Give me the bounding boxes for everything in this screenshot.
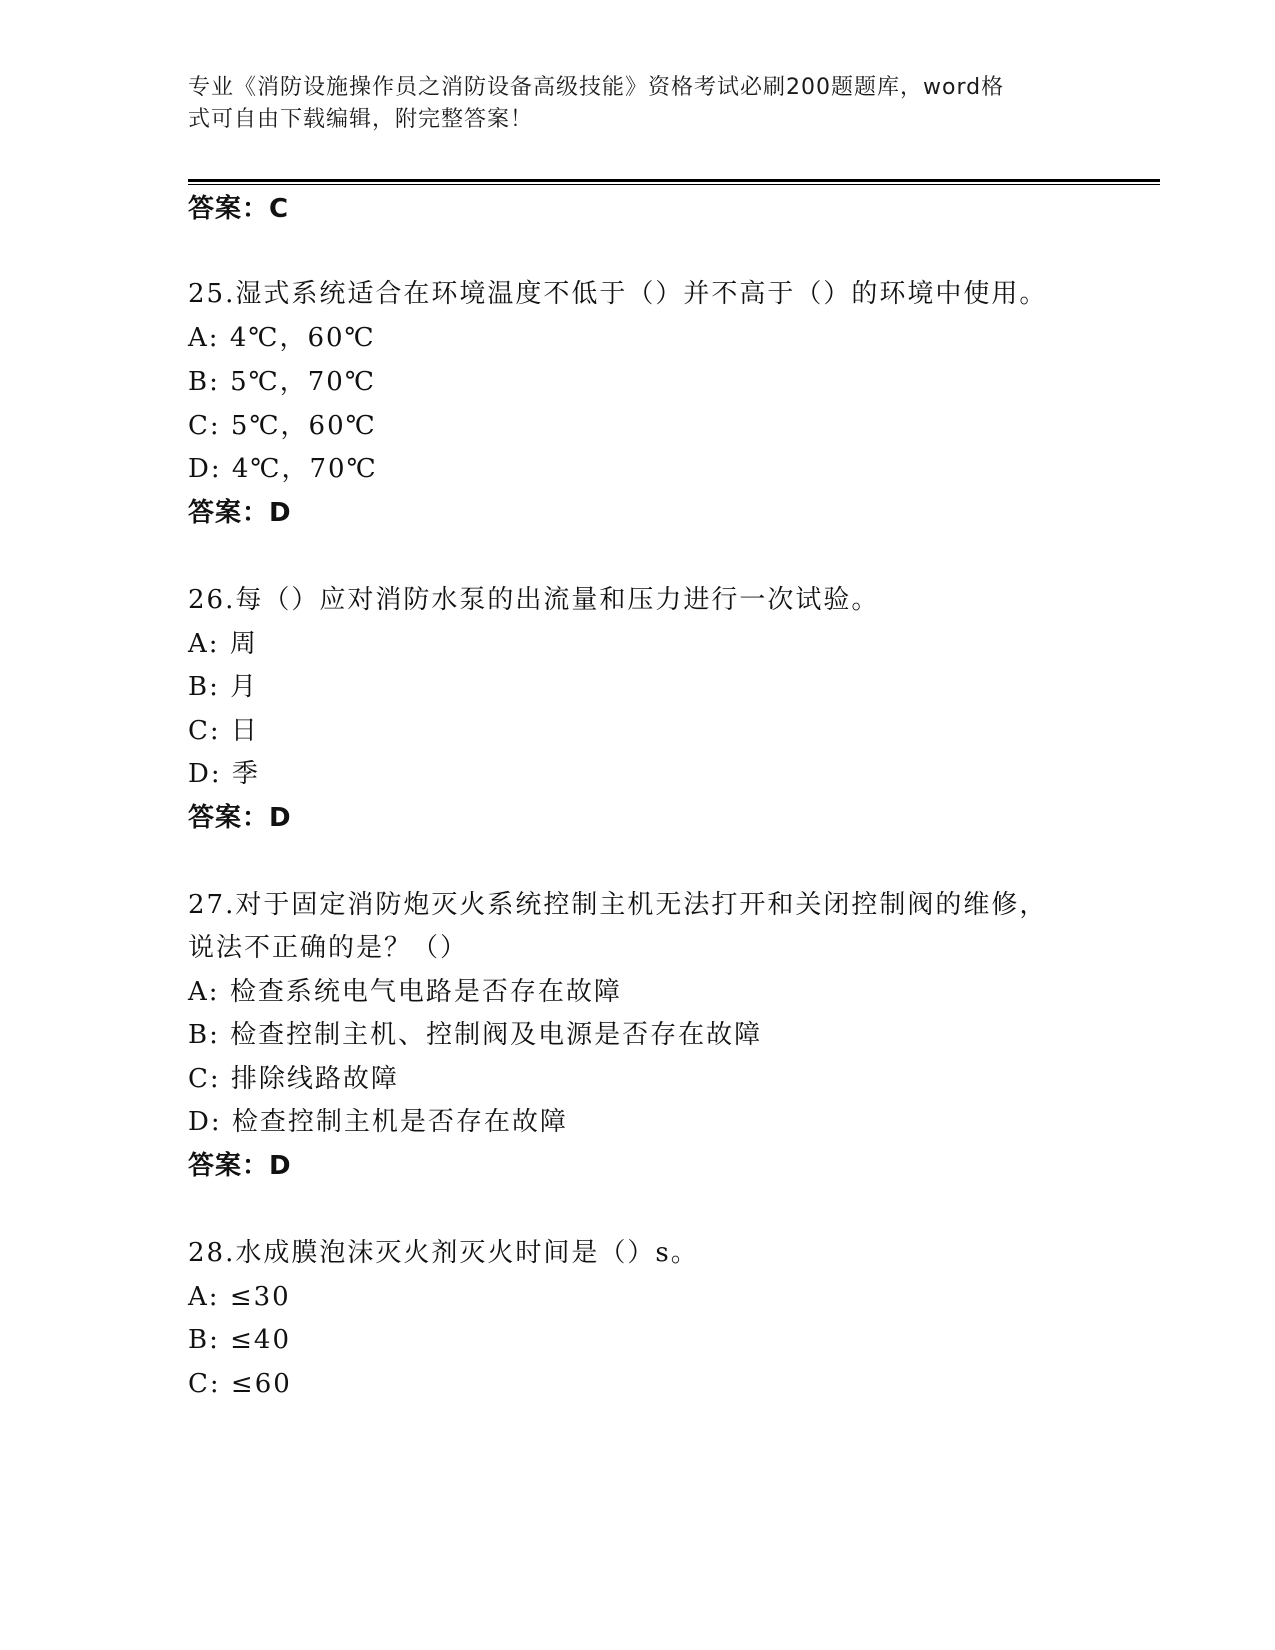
question-number: 26. (188, 585, 236, 615)
option-label: C: (188, 716, 221, 746)
option-label: C: (188, 1369, 221, 1399)
question-28-option-a (188, 1279, 291, 1315)
question-25-option-a (188, 320, 376, 356)
option-text: 日 (230, 716, 259, 746)
document-header (188, 72, 1068, 136)
question-25-option-c (188, 408, 377, 444)
question-number: 25. (188, 279, 236, 309)
option-label: A: (188, 977, 220, 1007)
question-25-option-b (188, 364, 376, 400)
question-28-option-b (188, 1322, 291, 1358)
question-25-option-d (188, 451, 378, 487)
option-label: C: (188, 1064, 221, 1094)
question-27-option-b (188, 1017, 762, 1053)
option-text: 4℃，60℃ (229, 323, 376, 353)
option-text: 检查控制主机是否存在故障 (231, 1107, 568, 1137)
option-label: D: (188, 454, 222, 484)
question-27-option-d (188, 1104, 568, 1140)
option-label: B: (188, 367, 220, 397)
header-line-1: 专业《消防设施操作员之消防设备高级技能》资格考试必刷200题题库，word格 (188, 75, 1005, 100)
question-26-option-a (188, 626, 258, 662)
option-label: A: (188, 323, 220, 353)
question-text: 水成膜泡沫灭火剂灭火时间是（）s。 (235, 1238, 699, 1268)
question-25-answer: 答案：D (188, 498, 292, 528)
option-label: D: (188, 759, 222, 789)
header-divider-thin (188, 184, 1160, 185)
option-label: B: (188, 672, 220, 702)
question-26 (188, 582, 879, 618)
header-line-2: 式可自由下载编辑，附完整答案！ (188, 107, 534, 132)
option-label: B: (188, 1020, 220, 1050)
option-text: 排除线路故障 (230, 1064, 399, 1094)
option-text: 月 (230, 672, 259, 702)
option-label: C: (188, 411, 221, 441)
option-text: 季 (231, 759, 260, 789)
option-text: ≤30 (229, 1282, 291, 1312)
option-text: 5℃，70℃ (230, 367, 376, 397)
question-26-option-c (188, 713, 259, 749)
option-label: B: (188, 1325, 220, 1355)
option-label: D: (188, 1107, 222, 1137)
question-number: 27. (188, 890, 236, 920)
question-27 (188, 887, 1047, 923)
header-divider-thick (188, 179, 1160, 182)
option-text: 5℃，60℃ (230, 411, 377, 441)
question-28 (188, 1235, 699, 1271)
option-text: 周 (229, 629, 258, 659)
option-text: 4℃，70℃ (231, 454, 378, 484)
question-28-option-c (188, 1366, 292, 1402)
option-text: 检查系统电气电路是否存在故障 (229, 977, 622, 1007)
question-26-answer: 答案：D (188, 803, 292, 833)
option-label: A: (188, 629, 220, 659)
question-25 (188, 276, 1047, 312)
option-text: ≤40 (230, 1325, 292, 1355)
option-text: 检查控制主机、控制阀及电源是否存在故障 (230, 1020, 763, 1050)
question-text: 每（）应对消防水泵的出流量和压力进行一次试验。 (235, 585, 880, 615)
question-27-option-a (188, 974, 622, 1010)
question-27-text-continued: 说法不正确的是？（） (188, 933, 469, 963)
question-number: 28. (188, 1238, 236, 1268)
question-26-option-b (188, 669, 258, 705)
question-27-option-c (188, 1061, 399, 1097)
option-label: A: (188, 1282, 220, 1312)
question-text: 对于固定消防炮灭火系统控制主机无法打开和关闭控制阀的维修， (235, 890, 1048, 920)
option-text: ≤60 (230, 1369, 292, 1399)
question-27-answer: 答案：D (188, 1151, 292, 1181)
question-26-option-d (188, 756, 260, 792)
question-text: 湿式系统适合在环境温度不低于（）并不高于（）的环境中使用。 (235, 279, 1048, 309)
previous-answer: 答案：C (188, 194, 290, 224)
